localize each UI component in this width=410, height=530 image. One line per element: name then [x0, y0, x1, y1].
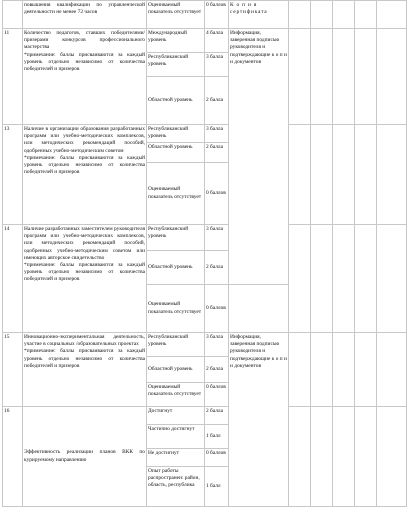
empty-cell [333, 1, 355, 29]
level-cell: Областной уровень [147, 251, 205, 285]
empty-cell [355, 333, 377, 407]
points-cell: 3 балла [205, 225, 229, 251]
indicator-text: повышения квалификации по управленческой деятельности не менее 72 часов [24, 2, 145, 16]
empty-cell [289, 1, 311, 29]
row-number: 14 [3, 225, 23, 333]
empty-cell [355, 1, 377, 29]
level-cell: Не достигнут [147, 449, 205, 467]
table-row [3, 1, 407, 29]
indicator-text: Инновационно-экспериментальная деятельность, участие в социальных /образовательных проектах [24, 334, 145, 348]
level-cell: Республиканский уровень [147, 225, 205, 251]
points-cell: 2 балла [205, 407, 229, 425]
indicator-cell [23, 407, 147, 507]
empty-cell [333, 333, 355, 407]
documents-cell: К о п и я сертификата [229, 1, 289, 29]
points-cell: 3 балла [205, 125, 229, 143]
table-row [3, 333, 407, 357]
empty-cell [377, 29, 407, 125]
level-cell: Оцениваемый показатель отсутствует [147, 1, 205, 29]
empty-cell [311, 225, 333, 333]
points-cell: 2 балла [205, 77, 229, 125]
level-cell: Достигнут [147, 407, 205, 425]
indicator-text: Количество педагогов, ставших победителями/призерами конкурсов профессионального мастерства [24, 30, 145, 51]
row-number [3, 1, 23, 29]
level-cell: Опыт работы распространен: район, область, республика [147, 467, 205, 507]
empty-cell [289, 333, 311, 407]
points-cell: 0 баллов [205, 383, 229, 407]
empty-cell [289, 407, 311, 507]
level-cell: Международный уровень [147, 29, 205, 53]
indicator-note: *примечание: баллы присваиваются за каждый уровень отдельно независимо от количества победителей и призеров [24, 262, 145, 283]
empty-cell [333, 125, 355, 225]
documents-cell: Информация, заверенная подписью руководителя и подтверждающие к о п и и документов [229, 29, 289, 285]
level-cell: Областной уровень [147, 143, 205, 163]
criteria-table [2, 0, 407, 507]
empty-cell [311, 125, 333, 225]
level-cell: Республиканский уровень [147, 125, 205, 143]
empty-cell [333, 225, 355, 333]
level-cell: Оцениваемый показатель отсутствует [147, 163, 205, 225]
empty-cell [333, 407, 355, 507]
empty-cell [355, 407, 377, 507]
empty-cell [355, 125, 377, 225]
empty-cell [289, 29, 311, 125]
level-cell: Оцениваемый показатель отсутствует [147, 285, 205, 333]
indicator-text: Эффективность реализации планов ВКК по курируемому направлению [24, 449, 145, 463]
empty-cell [377, 333, 407, 407]
points-cell: 4 балла [205, 29, 229, 53]
empty-cell [377, 125, 407, 225]
indicator-cell [23, 125, 147, 225]
level-cell: Областной уровень [147, 77, 205, 125]
indicator-note: *примечание: баллы присваиваются за каждый уровень отдельно независимо от количества победителей и призеров [24, 348, 145, 369]
points-cell: 3 балла [205, 53, 229, 77]
empty-cell [333, 29, 355, 125]
points-cell: 1 балл [205, 467, 229, 507]
empty-cell [311, 407, 333, 507]
empty-cell [377, 1, 407, 29]
empty-cell [377, 225, 407, 333]
documents-cell: Информация, заверенная подписью руководителя и подтверждающие к о п и и документов [229, 333, 289, 507]
points-cell: 0 баллов [205, 449, 229, 467]
points-cell: 0 баллов [205, 1, 229, 29]
table-body [3, 1, 407, 507]
table-row [3, 29, 407, 53]
empty-cell [311, 333, 333, 407]
empty-cell [311, 29, 333, 125]
table-row [3, 407, 407, 425]
indicator-cell [23, 1, 147, 29]
indicator-text: Наличие разработанных заместителем руководителя программ или учебно-методических комплексов, или методических рекомендаций пособий, одобренных учебно-методическим советом или имеющих авторское свидетельство [24, 226, 145, 261]
table-row [3, 225, 407, 251]
row-number: 15 [3, 333, 23, 407]
row-number: 13 [3, 125, 23, 225]
document-page [2, 0, 407, 507]
points-cell: 1 балл [205, 425, 229, 449]
empty-cell [289, 225, 311, 333]
points-cell: 2 балла [205, 143, 229, 163]
indicator-note: *примечание: баллы присваиваются за каждый уровень отдельно независимо от количества победителей и призеров [24, 154, 145, 176]
row-number: 11 [3, 29, 23, 125]
table-row [3, 125, 407, 143]
indicator-cell [23, 29, 147, 125]
indicator-cell [23, 225, 147, 333]
empty-cell [289, 125, 311, 225]
points-cell: 0 баллов [205, 285, 229, 333]
level-cell: Республиканский уровень [147, 333, 205, 357]
indicator-cell [23, 333, 147, 407]
level-cell: Республиканский уровень [147, 53, 205, 77]
points-cell: 3 балла [205, 333, 229, 357]
indicator-text: Наличие в организации образования разработанных программ или учебно-методических комплексов, или методических рекомендаций пособий, одобренных учебно-методическим советом [24, 126, 145, 154]
indicator-note: *примечание: баллы присваиваются за каждый уровень отдельно независимо от количества победителей и призеров [24, 51, 145, 73]
empty-cell [355, 225, 377, 333]
level-cell: Областной уровень [147, 357, 205, 383]
points-cell: 2 балла [205, 251, 229, 285]
empty-cell [377, 407, 407, 507]
empty-cell [311, 1, 333, 29]
level-cell: Частично достигнут [147, 425, 205, 449]
level-cell: Оцениваемый показатель отсутствует [147, 383, 205, 407]
points-cell: 0 баллов [205, 163, 229, 225]
row-number: 16 [3, 407, 23, 507]
points-cell: 2 балла [205, 357, 229, 383]
empty-cell [355, 29, 377, 125]
